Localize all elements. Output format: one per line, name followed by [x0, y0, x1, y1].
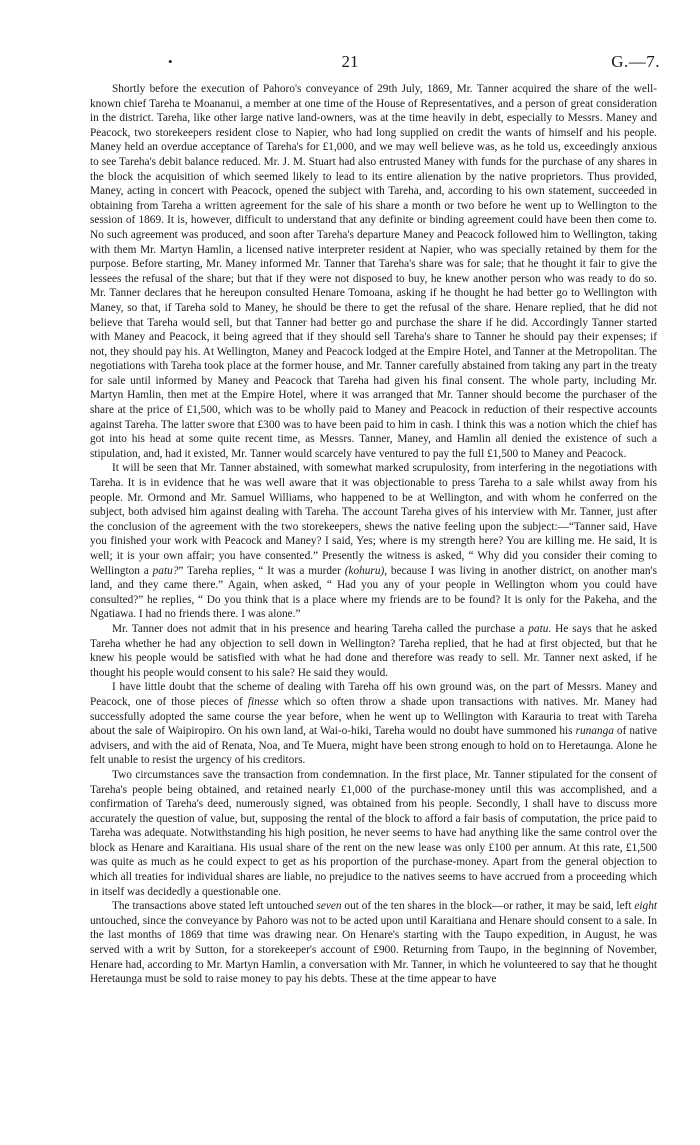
body-text — [90, 82, 657, 987]
document-reference: G.—7. — [611, 52, 660, 71]
page-header — [90, 52, 660, 72]
paragraph: Shortly before the execution of Pahoro's conveyance of 29th July, 1869, Mr. Tanner acquired the share of the well-known chief Tareha te Moananui, a member at one time of the House of Representatives, and a person of great consideration in the district. Tareha, like other large native land-owners, was at the time heavily in debt, especially to Messrs. Maney and Peacock, two storekeepers resident close to Napier, who had long supplied on credit the wants of himself and his people. Maney held an overdue acceptance of Tareha's for £1,000, and we may well believe was, as he told us, exceedingly anxious to see Tareha's debit balance reduced. Mr. J. M. Stuart had also entrusted Maney with funds for the purchase of any shares in the block the acquisition of which seemed likely to lead to its entire alienation by the native proprietors. Thus provided, Maney, acting in concert with Peacock, opened the subject with Tareha, and, according to his own statement, succeeded in obtaining from Tareha a written agreement for the sale of his share a month or two before he went up to Wellington to the session of 1869. It is, however, difficult to understand that any definite or binding agreement could have been then come to. No such agreement was produced, and soon after Tareha's departure Maney and Peacock followed him to Wellington, taking with them Mr. Martyn Hamlin, a licensed native interpreter resident at Napier, who was specially retained by them for the purpose. Before starting, Mr. Maney informed Mr. Tanner that Tareha's share was for sale; that he thought it fair to give the lessees the refusal of the share; but that if they were not disposed to buy, he knew another person who was ready to do so. Mr. Tanner declares that he hereupon consulted Henare Tomoana, asking if he thought he had better go to Wellington with Maney, so that, if Tareha sold to Maney, he should be there to get the refusal of the share. Henare replied, that he did not believe that Tareha would sell, but that Tanner had better go and purchase the share if he did. Accordingly Tanner started with Maney and Peacock, it being agreed that if they should sell Tareha's share to Tanner he should pay their expenses; if not, they should pay his. At Wellington, Maney and Peacock lodged at the Empire Hotel, and Tanner at the Metropolitan. The negotiations with Tareha took place at the former house, and Mr. Tanner carefully abstained from taking any part in the treaty for sale until informed by Maney and Peacock that Tareha had given his final consent. The whole party, including Mr. Martyn Hamlin, then met at the Empire Hotel, where it was arranged that Mr. Tanner should become the purchaser of the share at the price of £1,500, which was to be wholly paid to Maney and Peacock in reduction of their respective accounts against Tareha. The latter swore that £300 was to have been paid to him in cash. I think this was a notion which the chief has got into his head at some quite recent time, as Messrs. Tanner, Maney, and Hamlin all denied the existence of such a stipulation, and, had it existed, Mr. Tanner would scarcely have ventured to pay the full £1,500 to Maney and Peacock. — [90, 83, 657, 460]
paragraph: I have little doubt that the scheme of dealing with Tareha off his own ground was, on the part of Messrs. Maney and Peacock, one of those pieces of finesse which so often throw a shade upon transactions with natives. Mr. Maney had successfully adopted the same course the year before, when he went up to Wellington with Karauria to treat with Tareha about the sale of Waipiropiro. On his own land, at Wai-o-hiki, Tareha would no doubt have summoned his runanga of native advisers, and with the aid of Renata, Noa, and Te Muera, might have been strong enough to hold on to Heretaunga. Alone he felt unable to resist the urgency of his creditors. — [90, 681, 658, 767]
page-number: 21 — [341, 52, 359, 71]
paragraph: The transactions above stated left untouched seven out of the ten shares in the block—or rather, it may be said, left eight untouched, since the conveyance by Pahoro was not to be acted upon until Karaitiana and Henare should consent to a sale. In the last months of 1869 that time was drawing near. On Henare's starting with the Taupo expedition, in August, he was served with a writ by Sutton, for a storekeeper's account of £900. Returning from Taupo, in the beginning of November, Henare had, according to Mr. Martyn Hamlin, a conversation with Mr. Tanner, in which he volunteered to say that he thought Heretaunga must be sold to raise money to pay his debts. These at the time appear to have — [90, 900, 657, 986]
header-mark: • — [168, 54, 173, 69]
paragraph: It will be seen that Mr. Tanner abstained, with somewhat marked scrupulosity, from interfering in the negotiations with Tareha. It is in evidence that he was well aware that it was objectionable to press Tareha to a sale whilst away from his people. Mr. Ormond and Mr. Samuel Williams, who happened to be at Wellington, and with whom he conferred on the subject, both advised him against dealing with Tareha. The account Tareha gives of his interview with Mr. Tanner, just after the conclusion of the agreement with the two storekeepers, shews the native feeling upon the subject:—“Tanner said, Have you finished your work with Peacock and Maney? I said, Yes; where is my strength here? You are killing me. He said, It is well; it is your own affair; you have consented.” Presently the witness is asked, “ Why did you consider their coming to Wellington a patu?” Tareha replies, “ It was a murder (kohuru), because I was living in another district, on another man's land, and they came there.” Again, when asked, “ Had you any of your people in Wellington whom you could have consulted?” he replies, “ Do you think that is a place where my friends are to be found? It is only for the Pakeha, and the Ngatiawa. I had no friends there. I was alone.” — [90, 462, 657, 621]
paragraph: Mr. Tanner does not admit that in his presence and hearing Tareha called the purchase a patu. He says that he asked Tareha whether he had any objection to sell down in Wellington? Tareha replied, that he had at first objected, but that he knew his people would be satisfied with what he had done and therefore was ready to sell. Mr. Tanner next asked, if he thought his people would consent to his sale? He said they would. — [90, 622, 657, 679]
paragraph: Two circumstances save the transaction from condemnation. In the first place, Mr. Tanner stipulated for the consent of Tareha's people being obtained, and retained nearly £1,000 of the purchase-money until this was accomplished, and a confirmation of Tareha's deed, numerously signed, was obtained from his people. Secondly, I shall have to discuss more accurately the question of value, but, supposing the rental of the block to afford a fair basis of computation, the price paid to Tareha was adequate. Notwithstanding his high position, he never seems to have had anything like the same control over the block as Henare and Karaitiana. His usual share of the rent on the new lease was only £100 per annum. At this rate, £1,500 was quite as much as he could expect to get as his proportion of the purchase-money. Apart from the general objection to which all treaties for individual shares are liable, no prejudice to the natives seems to have accrued from a proceeding which in itself was decidedly a questionable one. — [90, 768, 657, 898]
